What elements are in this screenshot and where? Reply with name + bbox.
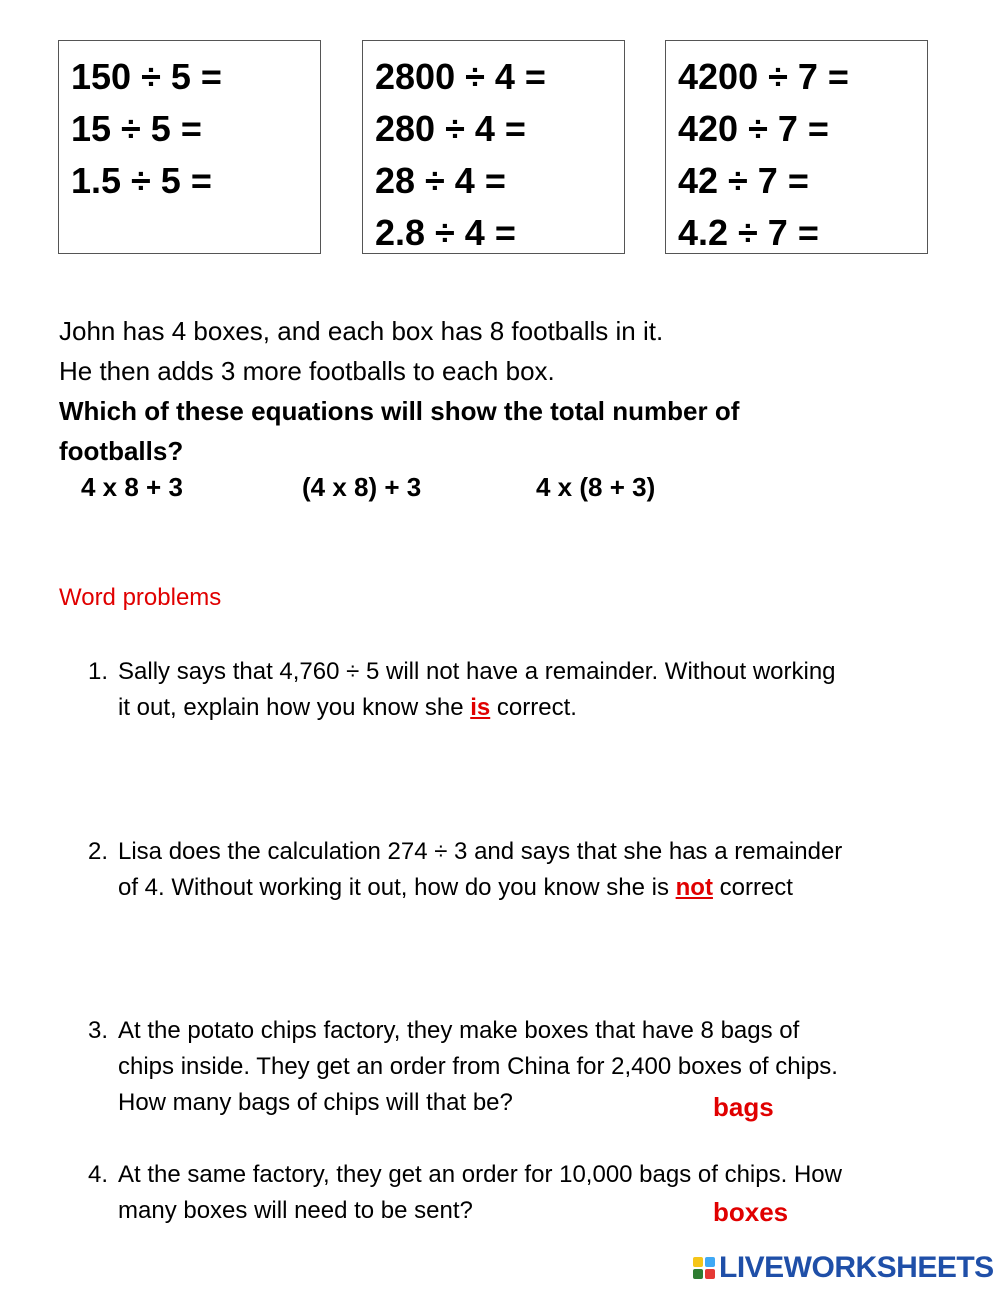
equation-option-1[interactable]: 4 x 8 + 3 (81, 472, 183, 502)
emphasis-word: is (470, 694, 491, 721)
equation: 4.2 ÷ 7 = (678, 212, 819, 253)
problem-number: 1. (88, 658, 109, 685)
problem-number: 2. (88, 838, 109, 865)
problem-text: correct. (490, 694, 577, 721)
logo-icon (693, 1257, 715, 1279)
problem-text: At the same factory, they get an order for 10,000 bags of chips. How (118, 1161, 842, 1188)
equation-option-3[interactable]: 4 x (8 + 3) (536, 472, 656, 502)
equation: 15 ÷ 5 = (71, 108, 202, 149)
word-problem-1 (88, 654, 958, 726)
equation: 150 ÷ 5 = (71, 56, 222, 97)
equation: 280 ÷ 4 = (375, 108, 526, 149)
equation: 42 ÷ 7 = (678, 160, 809, 201)
problem-text: many boxes will need to be sent? (118, 1197, 473, 1224)
problem-text: of 4. Without working it out, how do you know she is (118, 874, 676, 901)
word-problem-4 (88, 1157, 958, 1229)
problem-text: it out, explain how you know she (118, 694, 471, 721)
logo-text: LIVEWORKSHEETS (719, 1251, 994, 1284)
equation-box-3 (665, 40, 928, 254)
equation-option-2[interactable]: (4 x 8) + 3 (302, 472, 422, 502)
answer-unit-bags: bags (713, 1092, 774, 1122)
section-title: Word problems (59, 584, 222, 611)
john-statement-line-1: John has 4 boxes, and each box has 8 footballs in it. (59, 316, 664, 346)
problem-text: How many bags of chips will that be? (118, 1089, 513, 1116)
equation-box-1 (58, 40, 321, 254)
problem-number: 3. (88, 1017, 109, 1044)
equation: 4200 ÷ 7 = (678, 56, 849, 97)
equation-box-2 (362, 40, 625, 254)
problem-text: chips inside. They get an order from China for 2,400 boxes of chips. (118, 1053, 838, 1080)
equation: 2800 ÷ 4 = (375, 56, 546, 97)
liveworksheets-logo (693, 1250, 994, 1286)
john-question-line-1: Which of these equations will show the total number of (59, 396, 740, 426)
john-question-line-2: footballs? (59, 436, 184, 466)
problem-text: At the potato chips factory, they make boxes that have 8 bags of (118, 1017, 800, 1044)
john-statement-line-2: He then adds 3 more footballs to each box. (59, 356, 555, 386)
word-problem-3 (88, 1013, 958, 1121)
problem-text: Sally says that 4,760 ÷ 5 will not have a remainder. Without working (118, 658, 836, 685)
problem-text: correct (712, 874, 793, 901)
word-problem-2 (88, 834, 958, 906)
equation: 2.8 ÷ 4 = (375, 212, 516, 253)
equation: 420 ÷ 7 = (678, 108, 829, 149)
problem-text: Lisa does the calculation 274 ÷ 3 and says that she has a remainder (118, 838, 843, 865)
emphasis-word: not (675, 874, 713, 901)
answer-unit-boxes: boxes (713, 1197, 789, 1227)
equation: 1.5 ÷ 5 = (71, 160, 212, 201)
problem-number: 4. (88, 1161, 109, 1188)
equation: 28 ÷ 4 = (375, 160, 506, 201)
